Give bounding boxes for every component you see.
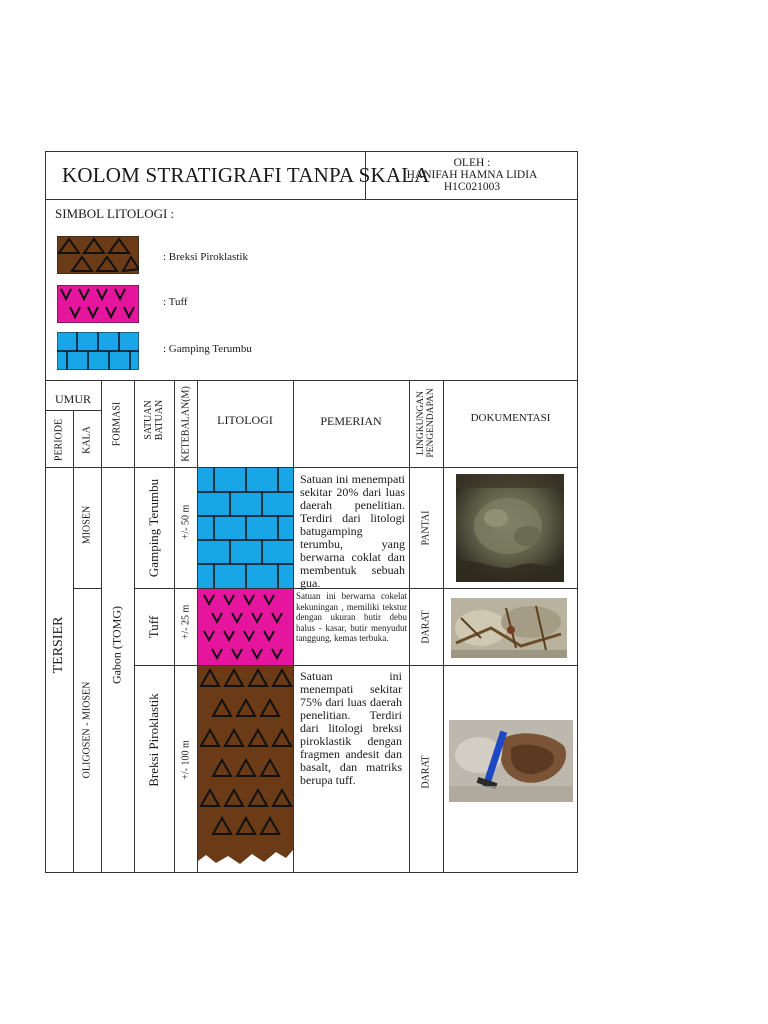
col-line-pemerian — [293, 380, 294, 873]
header-litologi: LITOLOGI — [217, 413, 273, 427]
pemerian-tuff: Satuan ini berwarna cokelat kekuningan , memiliki tekstur dengan ukuran butir debu halus - kasar, butir menyudut tanggung, kemas terbuka. — [296, 591, 407, 643]
header-lingkungan — [416, 383, 436, 463]
lingkungan-breksi: DARAT — [420, 755, 432, 789]
tebal-breksi: +/- 100 m — [180, 740, 192, 780]
header-satuan-batuan — [143, 390, 165, 450]
header-satuan-text: SATUAN BATUAN — [143, 399, 165, 441]
lingkungan-tuff: DARAT — [420, 610, 432, 644]
legend-tuff-label: : Tuff — [163, 296, 188, 308]
tebal-tuff: +/- 25 m — [180, 604, 192, 640]
header-lingkungan-text: LINGKUNGAN PENGENDAPAN — [416, 388, 436, 458]
periode-tersier: TERSIER — [51, 616, 66, 674]
legend-breksi-swatch — [57, 236, 139, 274]
photo-gamping-terumbu — [456, 474, 564, 582]
satuan-gamping-terumbu: Gamping Terumbu — [146, 478, 161, 578]
tebal-gamping: +/- 50 m — [180, 504, 192, 540]
col-line-lingkungan — [409, 380, 410, 873]
kala-divider — [73, 588, 101, 589]
legend-gamping-swatch — [57, 332, 139, 370]
header-periode: PERIODE — [53, 418, 65, 462]
page-title: KOLOM STRATIGRAFI TANPA SKALA — [62, 163, 430, 187]
header-formasi: FORMASI — [111, 401, 123, 447]
header-ketebalan: KETEBALAN(M) — [180, 386, 192, 462]
author-name: HANIFAH HAMNA LIDIA — [406, 169, 538, 181]
pemerian-gamping: Satuan ini menempati sekitar 20% dari luas daerah penelitian. Terdiri dari litologi batugamping terumbu, yang berwarna coklat dan membentuk sebuah gua. — [300, 472, 405, 590]
lingkungan-gamping: PANTAI — [420, 510, 432, 546]
photo-tuff — [451, 598, 567, 658]
header-bottom-border — [45, 467, 578, 468]
kala-oligosen-miosen: OLIGOSEN - MIOSEN — [81, 681, 93, 779]
col-line-formasi — [101, 380, 102, 873]
header-kala: KALA — [81, 426, 93, 454]
legend-heading: SIMBOL LITOLOGI : — [55, 206, 175, 221]
legend-tuff-swatch — [57, 285, 139, 323]
legend-breksi-label: : Breksi Piroklastik — [163, 251, 248, 263]
satuan-breksi-piroklastik: Breksi Piroklastik — [146, 693, 161, 787]
legend-gamping-label: : Gamping Terumbu — [163, 343, 252, 355]
col-line-dokumentasi — [443, 380, 444, 873]
kala-miosen: MIOSEN — [81, 505, 93, 545]
header-pemerian: PEMERIAN — [320, 414, 382, 428]
litologi-gamping-terumbu — [198, 468, 293, 588]
title-divider — [45, 199, 578, 200]
photo-breksi-piroklastik — [449, 720, 573, 802]
col-line-kala — [73, 410, 74, 873]
header-dokumentasi: DOKUMENTASI — [470, 412, 551, 424]
header-umur: UMUR — [54, 392, 91, 406]
author-id: H1C021003 — [443, 181, 501, 193]
litologi-tuff — [198, 589, 293, 665]
satuan-tuff: Tuff — [146, 615, 161, 639]
col-line-tebal — [174, 380, 175, 873]
pemerian-breksi: Satuan ini menempati sekitar 75% dari luas daerah penelitian. Terdiri dari litologi breksi piroklastik dengan fragmen andesit dan basalt, dan matriks berupa tuff. — [300, 669, 402, 787]
litologi-breksi-piroklastik — [198, 666, 293, 866]
formasi-gabon: Gabon (TOMG) — [109, 605, 124, 685]
author-block — [366, 157, 578, 193]
table-top-border — [45, 380, 578, 381]
author-label: OLEH : — [453, 157, 491, 169]
col-line-satuan — [134, 380, 135, 873]
